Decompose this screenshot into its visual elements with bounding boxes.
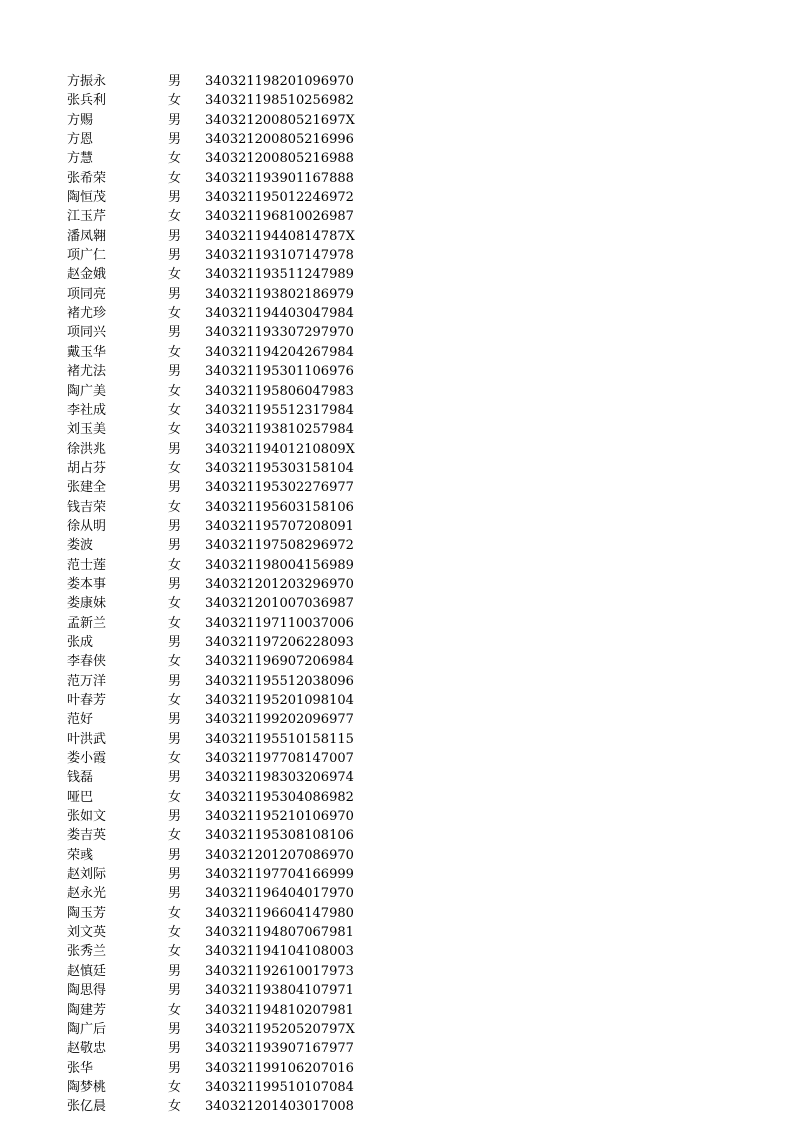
- name-cell: 陶广美: [67, 383, 107, 399]
- name-cell: 陶思得: [67, 983, 107, 999]
- gender-cell: 女: [168, 499, 182, 515]
- id-number-cell: 340321192610017973: [205, 963, 354, 979]
- gender-cell: 男: [168, 441, 182, 457]
- gender-cell: 男: [168, 983, 182, 999]
- id-number-cell: 340321194403047984: [205, 306, 354, 322]
- name-cell: 张成: [67, 634, 94, 650]
- table-row: [0, 343, 793, 362]
- name-cell: 娄本事: [67, 576, 107, 592]
- gender-cell: 女: [168, 344, 182, 360]
- id-number-cell: 340321195304086982: [205, 789, 354, 805]
- gender-cell: 男: [168, 867, 182, 883]
- id-number-cell: 340321198201096970: [205, 74, 354, 89]
- table-row: [0, 614, 793, 633]
- name-cell: 范好: [67, 712, 94, 728]
- id-number-cell: 340321197704166999: [205, 867, 354, 883]
- gender-cell: 女: [168, 383, 182, 399]
- name-cell: 钱磊: [67, 770, 94, 786]
- gender-cell: 女: [168, 905, 182, 921]
- gender-cell: 男: [168, 518, 182, 534]
- table-row: [0, 788, 793, 807]
- gender-cell: 女: [168, 209, 182, 225]
- id-number-cell: 340321196404017970: [205, 886, 354, 902]
- id-number-cell: 340321197110037006: [205, 615, 354, 631]
- gender-cell: 男: [168, 1060, 182, 1076]
- name-cell: 李社成: [67, 402, 107, 418]
- name-cell: 徐洪兆: [67, 441, 107, 457]
- table-row: [0, 1097, 793, 1116]
- name-cell: 范士莲: [67, 557, 107, 573]
- gender-cell: 男: [168, 112, 182, 128]
- name-cell: 张亿晨: [67, 1099, 107, 1115]
- table-row: [0, 691, 793, 710]
- id-number-cell: 340321195512038096: [205, 673, 354, 689]
- name-cell: 李春侠: [67, 654, 107, 670]
- gender-cell: 女: [168, 557, 182, 573]
- gender-cell: 女: [168, 789, 182, 805]
- table-row: [0, 517, 793, 536]
- id-number-cell: 340321193907167977: [205, 1041, 354, 1057]
- id-number-cell: 340321199202096977: [205, 712, 354, 728]
- table-row: [0, 323, 793, 342]
- id-number-cell: 340321195806047983: [205, 383, 354, 399]
- id-number-cell: 340321195512317984: [205, 402, 354, 418]
- gender-cell: 女: [168, 1099, 182, 1115]
- table-row: [0, 149, 793, 168]
- table-row: [0, 962, 793, 981]
- gender-cell: 女: [168, 693, 182, 708]
- id-number-cell: 340321201007036987: [205, 596, 354, 612]
- table-row: [0, 1001, 793, 1020]
- table-row: [0, 865, 793, 884]
- gender-cell: 男: [168, 731, 182, 747]
- gender-cell: 男: [168, 538, 182, 554]
- id-number-cell: 340321197708147007: [205, 751, 354, 767]
- table-row: [0, 265, 793, 284]
- name-cell: 项同兴: [67, 325, 107, 341]
- id-number-cell: 340321194807067981: [205, 925, 354, 941]
- name-cell: 哑巴: [67, 789, 94, 805]
- table-row: [0, 382, 793, 401]
- id-number-cell: 340321195301106976: [205, 364, 354, 380]
- table-row: [0, 556, 793, 575]
- table-row: [0, 1078, 793, 1097]
- gender-cell: 女: [168, 170, 182, 186]
- id-number-cell: 340321193901167888: [205, 170, 354, 186]
- table-row: [0, 710, 793, 729]
- id-number-cell: 340321193810257984: [205, 422, 354, 438]
- id-number-cell: 340321193511247989: [205, 267, 354, 283]
- id-number-cell: 340321198004156989: [205, 557, 354, 573]
- table-row: [0, 942, 793, 961]
- table-row: [0, 1020, 793, 1039]
- id-number-cell: 340321195201098104: [205, 693, 354, 708]
- table-row: [0, 91, 793, 110]
- table-row: [0, 1059, 793, 1078]
- id-number-cell: 340321195302276977: [205, 480, 354, 496]
- name-cell: 戴玉华: [67, 344, 107, 360]
- name-cell: 张秀兰: [67, 944, 107, 960]
- name-cell: 叶春芳: [67, 693, 107, 708]
- id-number-cell: 340321199106207016: [205, 1060, 354, 1076]
- name-cell: 钱吉荣: [67, 499, 107, 515]
- id-number-cell: 340321195603158106: [205, 499, 354, 515]
- table-row: [0, 1039, 793, 1058]
- table-row: [0, 169, 793, 188]
- id-number-cell: 340321200805216988: [205, 151, 354, 167]
- gender-cell: 女: [168, 925, 182, 941]
- name-cell: 方慧: [67, 151, 94, 167]
- gender-cell: 男: [168, 286, 182, 302]
- id-number-cell: 340321194104108003: [205, 944, 354, 960]
- id-number-cell: 340321201207086970: [205, 847, 354, 863]
- id-number-cell: 340321201403017008: [205, 1099, 354, 1115]
- id-number-cell: 340321194810207981: [205, 1002, 354, 1018]
- id-number-cell: 340321196604147980: [205, 905, 354, 921]
- table-row: [0, 362, 793, 381]
- id-number-cell: 340321195210106970: [205, 809, 354, 825]
- table-row: [0, 807, 793, 826]
- gender-cell: 男: [168, 712, 182, 728]
- gender-cell: 男: [168, 576, 182, 592]
- table-row: [0, 633, 793, 652]
- gender-cell: 男: [168, 480, 182, 496]
- name-cell: 赵慎廷: [67, 963, 107, 979]
- gender-cell: 男: [168, 132, 182, 148]
- table-row: [0, 498, 793, 517]
- id-number-cell: 340321195707208091: [205, 518, 354, 534]
- gender-cell: 女: [168, 654, 182, 670]
- name-cell: 娄吉英: [67, 828, 107, 844]
- gender-cell: 女: [168, 828, 182, 844]
- table-row: [0, 594, 793, 613]
- name-cell: 娄波: [67, 538, 94, 554]
- id-number-cell: 34032119401210809X: [205, 441, 355, 457]
- id-number-cell: 34032120080521697X: [205, 112, 355, 128]
- id-number-cell: 340321197508296972: [205, 538, 354, 554]
- gender-cell: 男: [168, 847, 182, 863]
- name-cell: 张希荣: [67, 170, 107, 186]
- id-number-cell: 340321195012246972: [205, 190, 354, 206]
- gender-cell: 女: [168, 1002, 182, 1018]
- name-cell: 娄康妹: [67, 596, 107, 612]
- table-row: [0, 846, 793, 865]
- gender-cell: 男: [168, 634, 182, 650]
- name-cell: 方赐: [67, 112, 94, 128]
- gender-cell: 男: [168, 886, 182, 902]
- table-row: [0, 130, 793, 149]
- table-row: [0, 401, 793, 420]
- name-cell: 陶恒茂: [67, 190, 107, 206]
- table-row: [0, 440, 793, 459]
- table-row: [0, 575, 793, 594]
- gender-cell: 男: [168, 1041, 182, 1057]
- id-number-cell: 340321196810026987: [205, 209, 354, 225]
- id-number-cell: 34032119440814787X: [205, 228, 355, 244]
- name-cell: 张如文: [67, 809, 107, 825]
- table-row: [0, 672, 793, 691]
- name-cell: 方恩: [67, 132, 94, 148]
- name-cell: 范万洋: [67, 673, 107, 689]
- name-cell: 胡占芬: [67, 460, 107, 476]
- id-number-cell: 34032119520520797X: [205, 1021, 355, 1037]
- gender-cell: 男: [168, 963, 182, 979]
- table-row: [0, 246, 793, 265]
- gender-cell: 女: [168, 422, 182, 438]
- table-row: [0, 749, 793, 768]
- table-row: [0, 652, 793, 671]
- name-cell: 赵金娥: [67, 267, 107, 283]
- name-cell: 项同亮: [67, 286, 107, 302]
- table-row: [0, 768, 793, 787]
- name-cell: 陶玉芳: [67, 905, 107, 921]
- gender-cell: 女: [168, 151, 182, 167]
- name-cell: 褚尤法: [67, 364, 107, 380]
- table-row: [0, 904, 793, 923]
- roster-sheet: [0, 72, 793, 1117]
- name-cell: 潘凤翱: [67, 228, 107, 244]
- gender-cell: 男: [168, 809, 182, 825]
- gender-cell: 男: [168, 228, 182, 244]
- gender-cell: 男: [168, 325, 182, 341]
- name-cell: 荣彧: [67, 847, 94, 863]
- table-row: [0, 923, 793, 942]
- gender-cell: 女: [168, 267, 182, 283]
- id-number-cell: 340321200805216996: [205, 132, 354, 148]
- id-number-cell: 340321195308108106: [205, 828, 354, 844]
- id-number-cell: 340321193802186979: [205, 286, 354, 302]
- name-cell: 徐从明: [67, 518, 107, 534]
- table-row: [0, 459, 793, 478]
- gender-cell: 女: [168, 93, 182, 109]
- id-number-cell: 340321198510256982: [205, 93, 354, 109]
- id-number-cell: 340321194204267984: [205, 344, 354, 360]
- name-cell: 张建全: [67, 480, 107, 496]
- name-cell: 赵刘际: [67, 867, 107, 883]
- gender-cell: 男: [168, 770, 182, 786]
- name-cell: 孟新兰: [67, 615, 107, 631]
- table-row: [0, 188, 793, 207]
- table-row: [0, 981, 793, 1000]
- gender-cell: 男: [168, 74, 182, 89]
- name-cell: 刘文英: [67, 925, 107, 941]
- id-number-cell: 340321198303206974: [205, 770, 354, 786]
- table-row: [0, 420, 793, 439]
- id-number-cell: 340321193307297970: [205, 325, 354, 341]
- gender-cell: 女: [168, 460, 182, 476]
- name-cell: 褚尤珍: [67, 306, 107, 322]
- table-row: [0, 730, 793, 749]
- gender-cell: 男: [168, 364, 182, 380]
- table-row: [0, 304, 793, 323]
- name-cell: 陶建芳: [67, 1002, 107, 1018]
- gender-cell: 女: [168, 596, 182, 612]
- id-number-cell: 340321193804107971: [205, 983, 354, 999]
- gender-cell: 女: [168, 1079, 182, 1095]
- table-row: [0, 285, 793, 304]
- gender-cell: 女: [168, 306, 182, 322]
- id-number-cell: 340321196907206984: [205, 654, 354, 670]
- table-row: [0, 478, 793, 497]
- gender-cell: 男: [168, 248, 182, 264]
- name-cell: 娄小霞: [67, 751, 107, 767]
- table-row: [0, 111, 793, 130]
- id-number-cell: 340321201203296970: [205, 576, 354, 592]
- gender-cell: 男: [168, 673, 182, 689]
- id-number-cell: 340321195510158115: [205, 731, 354, 747]
- gender-cell: 男: [168, 1021, 182, 1037]
- table-row: [0, 826, 793, 845]
- gender-cell: 女: [168, 944, 182, 960]
- table-row: [0, 207, 793, 226]
- name-cell: 赵敬忠: [67, 1041, 107, 1057]
- name-cell: 张华: [67, 1060, 94, 1076]
- gender-cell: 女: [168, 751, 182, 767]
- name-cell: 方振永: [67, 74, 107, 89]
- name-cell: 刘玉美: [67, 422, 107, 438]
- gender-cell: 男: [168, 190, 182, 206]
- table-row: [0, 884, 793, 903]
- id-number-cell: 340321197206228093: [205, 634, 354, 650]
- id-number-cell: 340321195303158104: [205, 460, 354, 476]
- name-cell: 陶梦桃: [67, 1079, 107, 1095]
- id-number-cell: 340321193107147978: [205, 248, 354, 264]
- name-cell: 张兵利: [67, 93, 107, 109]
- id-number-cell: 340321199510107084: [205, 1079, 354, 1095]
- name-cell: 项广仁: [67, 248, 107, 264]
- name-cell: 叶洪武: [67, 731, 107, 747]
- table-row: [0, 536, 793, 555]
- gender-cell: 女: [168, 615, 182, 631]
- name-cell: 江玉芹: [67, 209, 107, 225]
- name-cell: 赵永光: [67, 886, 107, 902]
- table-row: [0, 72, 793, 91]
- name-cell: 陶广后: [67, 1021, 107, 1037]
- gender-cell: 女: [168, 402, 182, 418]
- table-row: [0, 227, 793, 246]
